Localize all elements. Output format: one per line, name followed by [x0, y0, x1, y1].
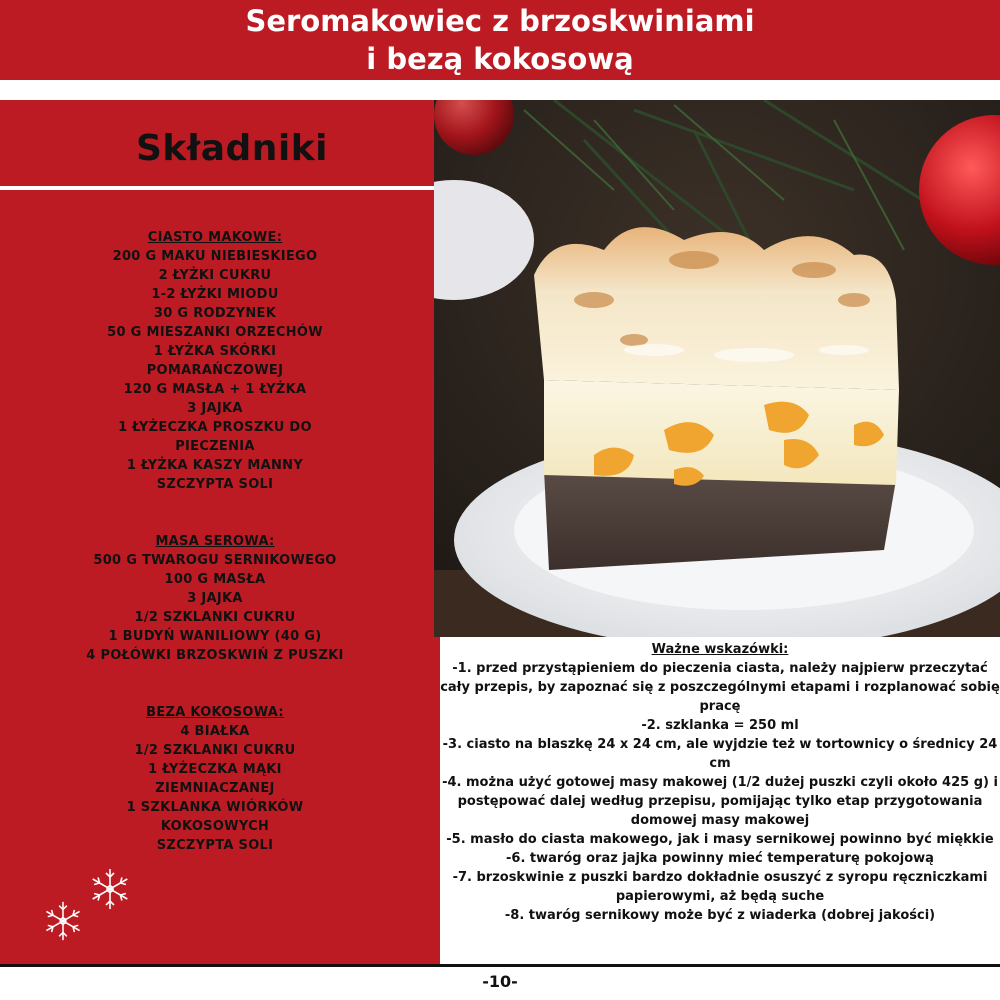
- ingredient-item: 1/2 SZKLANKI CUKRU: [134, 743, 296, 758]
- tip-line: -7. brzoskwinie z puszki bardzo dokładnie osuszyć z syropu ręczniczkami: [452, 870, 988, 885]
- footer-divider: [0, 964, 1000, 967]
- tip-line: -6. twaróg oraz jajka powinny mieć temperaturę pokojową: [506, 851, 934, 866]
- ingredient-item: 3 JAJKA: [187, 591, 243, 606]
- tip-line: -2. szklanka = 250 ml: [641, 718, 799, 733]
- section-heading: MASA SEROWA:: [155, 534, 275, 549]
- ingredient-item: 50 G MIESZANKI ORZECHÓW: [107, 325, 323, 340]
- ingredient-section-masa: [0, 532, 430, 665]
- ingredient-item: PIECZENIA: [175, 439, 255, 454]
- ingredient-item: POMARAŃCZOWEJ: [146, 363, 284, 378]
- ingredient-item: 4 POŁÓWKI BRZOSKWIŃ Z PUSZKI: [86, 648, 344, 663]
- ingredient-item: 1 ŁYŻECZKA MĄKI: [148, 762, 282, 777]
- tip-line: -5. masło do ciasta makowego, jak i masy sernikowej powinno być miękkie: [446, 832, 994, 847]
- ingredients-title: Składniki: [135, 128, 329, 169]
- ingredient-item: 200 G MAKU NIEBIESKIEGO: [112, 249, 318, 264]
- page-title-line-1: Seromakowiec z brzoskwiniami: [245, 4, 755, 38]
- tip-line: -8. twaróg sernikowy może być z wiaderka (dobrej jakości): [504, 908, 936, 923]
- page-number: -10-: [482, 972, 518, 991]
- tip-line: domowej masy makowej: [630, 813, 810, 828]
- ingredient-item: ZIEMNIACZANEJ: [155, 781, 275, 796]
- ingredient-item: 120 G MASŁA + 1 ŁYŻKA: [123, 382, 307, 397]
- ingredient-item: 4 BIAŁKA: [180, 724, 250, 739]
- tip-line: -3. ciasto na blaszkę 24 x 24 cm, ale wyjdzie też w tortownicy o średnicy 24: [442, 737, 998, 752]
- ingredient-item: 30 G RODZYNEK: [153, 306, 277, 321]
- ingredient-item: 3 JAJKA: [187, 401, 243, 416]
- ingredient-item: 1/2 SZKLANKI CUKRU: [134, 610, 296, 625]
- header-banner: [0, 0, 1000, 80]
- ingredients-divider: [0, 186, 434, 190]
- tip-line: postępować dalej według przepisu, pomijając tylko etap przygotowania: [457, 794, 983, 809]
- ingredient-item: 1 ŁYŻECZKA PROSZKU DO: [118, 420, 312, 435]
- cake-photo: [434, 100, 1000, 637]
- tip-line: papierowymi, aż będą suche: [615, 889, 825, 904]
- tip-line: cm: [709, 756, 731, 771]
- tip-line: cały przepis, by zapoznać się z poszczególnymi etapami i rozplanować sobię: [440, 680, 1000, 695]
- ingredient-item: SZCZYPTA SOLI: [156, 838, 274, 853]
- snowflake-icon: [86, 865, 134, 913]
- section-heading: BEZA KOKOSOWA:: [146, 705, 284, 720]
- ingredient-item: 1 SZKLANKA WIÓRKÓW: [126, 800, 304, 815]
- ingredient-item: 1 ŁYŻKA SKÓRKI: [153, 344, 277, 359]
- ingredient-item: KOKOSOWYCH: [160, 819, 270, 834]
- ingredient-item: 100 G MASŁA: [164, 572, 266, 587]
- ingredient-item: 2 ŁYŻKI CUKRU: [158, 268, 272, 283]
- page-title-line-2: i bezą kokosową: [366, 42, 634, 76]
- ingredient-item: 500 G TWAROGU SERNIKOWEGO: [93, 553, 337, 568]
- ingredient-section-ciasto: [0, 228, 430, 494]
- ingredient-item: 1-2 ŁYŻKI MIODU: [151, 287, 279, 302]
- tips-heading: Ważne wskazówki:: [651, 642, 789, 657]
- cake-photo-illustration: [434, 100, 1000, 637]
- tip-line: -4. można użyć gotowej masy makowej (1/2 dużej puszki czyli około 425 g) i: [442, 775, 998, 790]
- snowflake-icon: [40, 898, 86, 944]
- tip-line: pracę: [699, 699, 741, 714]
- ingredient-item: 1 BUDYŃ WANILIOWY (40 G): [108, 629, 322, 644]
- tips-section: [440, 640, 1000, 925]
- tip-line: -1. przed przystąpieniem do pieczenia ciasta, należy najpierw przeczytać: [452, 661, 988, 676]
- ingredient-section-beza: [0, 703, 430, 855]
- ingredient-item: SZCZYPTA SOLI: [156, 477, 274, 492]
- ingredient-item: 1 ŁYŻKA KASZY MANNY: [126, 458, 304, 473]
- section-heading: CIASTO MAKOWE:: [147, 230, 283, 245]
